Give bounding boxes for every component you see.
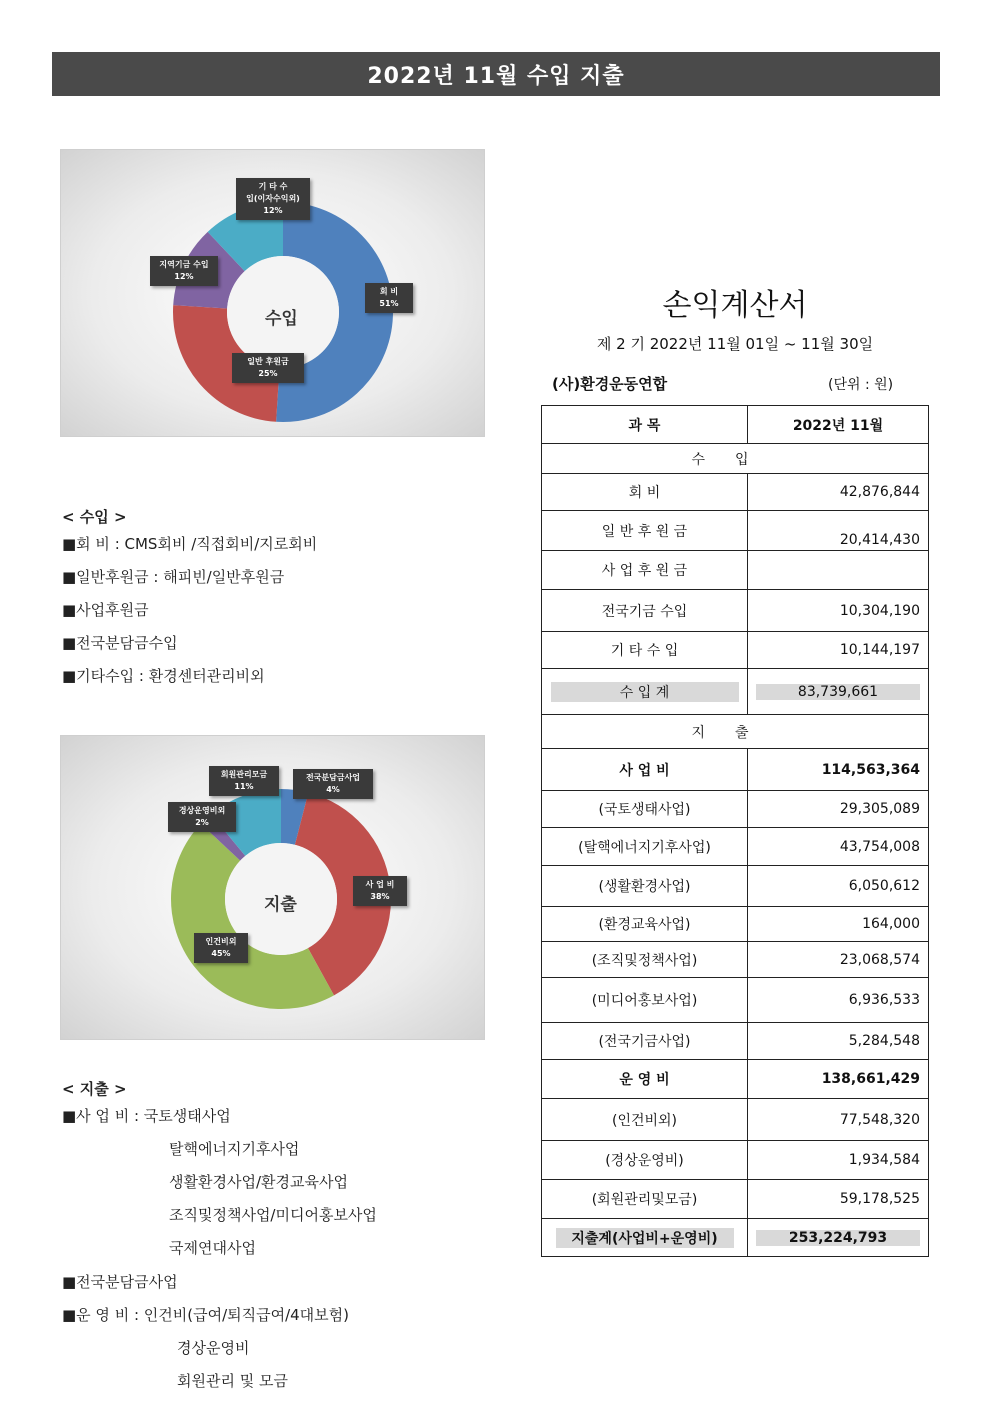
expense-label-national-line1: 전국분담금사업 (305, 773, 361, 782)
table-row (542, 511, 929, 551)
row-label: 사 업 비 (542, 749, 748, 791)
header-item: 과 목 (542, 406, 748, 444)
income-note-line: ■회 비 : CMS회비 /직접회비/지로회비 (62, 535, 318, 553)
row-label: 전국기금 수입 (542, 590, 748, 632)
row-label: 사 업 후 원 금 (542, 551, 748, 590)
row-value: 77,548,320 (748, 1099, 929, 1141)
income-donut-chart (60, 149, 485, 437)
table-row (542, 474, 929, 511)
expense-note-line: 탈핵에너지기후사업 (169, 1140, 300, 1158)
statement-period: 제 2 기 2022년 11월 01일 ~ 11월 30일 (596, 335, 874, 353)
row-value: 10,144,197 (748, 632, 929, 669)
income-notes-heading: < 수입 > (62, 508, 127, 526)
income-label-general-pct: 25% (258, 369, 278, 378)
expense-note-line: 생활환경사업/환경교육사업 (169, 1173, 348, 1191)
row-value: 164,000 (748, 907, 929, 942)
section-row (542, 444, 929, 474)
row-label: (환경교육사업) (542, 907, 748, 942)
expense-donut-chart (60, 735, 485, 1040)
row-label: (생활환경사업) (542, 866, 748, 907)
expense-center-label: 지출 (264, 895, 297, 915)
operating-total-row (542, 1060, 929, 1099)
statement-title: 손익계산서 (662, 288, 808, 323)
income-note-line: ■사업후원금 (62, 601, 149, 619)
expense-note-line: 조직및정책사업/미디어홍보사업 (169, 1206, 377, 1224)
income-label-dues-line1: 회 비 (379, 287, 399, 296)
income-label-other-pct: 12% (263, 206, 283, 215)
income-note-line: ■전국분담금수입 (62, 634, 178, 652)
row-value: 29,305,089 (748, 791, 929, 828)
expense-label-membership-pct: 11% (234, 782, 254, 791)
expense-label-personnel (194, 933, 248, 963)
expense-total-row (542, 1219, 929, 1257)
table-row (542, 1023, 929, 1060)
row-value: 6,050,612 (748, 866, 929, 907)
expense-label-personnel-pct: 45% (211, 949, 231, 958)
page-banner (52, 52, 940, 96)
income-note-line: ■일반후원금 : 해피빈/일반후원금 (62, 568, 285, 586)
expense-note-line: 회원관리 및 모금 (177, 1372, 288, 1390)
income-note-line: ■기타수입 : 환경센터관리비외 (62, 667, 265, 685)
row-value: 42,876,844 (748, 474, 929, 511)
expense-section-label: 지출 (542, 715, 929, 749)
table-row (542, 978, 929, 1023)
table-row (542, 866, 929, 907)
business-total-row (542, 749, 929, 791)
row-label: (전국기금사업) (542, 1023, 748, 1060)
expense-label-operating (168, 802, 236, 832)
statement-unit: (단위 : 원) (828, 377, 894, 393)
row-label: (미디어홍보사업) (542, 978, 748, 1023)
income-label-regional-line1: 지역기금 수입 (159, 260, 209, 269)
row-value: 138,661,429 (748, 1060, 929, 1099)
income-label-general-line1: 일반 후원금 (247, 357, 289, 366)
row-label: (인건비외) (542, 1099, 748, 1141)
income-total-value: 83,739,661 (756, 684, 920, 700)
income-label-other-line1: 기 타 수 (258, 182, 288, 191)
expense-label-business-pct: 38% (370, 892, 390, 901)
row-label: 운 영 비 (542, 1060, 748, 1099)
table-header-row (542, 406, 929, 444)
table-row (542, 551, 929, 590)
table-row (542, 590, 929, 632)
expense-label-membership-line1: 회원관리모금 (220, 770, 268, 779)
table-row (542, 828, 929, 866)
income-label-regional-pct: 12% (174, 272, 194, 281)
row-value: 6,936,533 (748, 978, 929, 1023)
income-label-dues (365, 283, 413, 313)
expense-label-business (353, 876, 407, 906)
income-total-label: 수 입 계 (551, 682, 739, 702)
expense-note-line: ■전국분담금사업 (62, 1273, 178, 1291)
income-section-label: 수입 (542, 444, 929, 474)
expense-label-national (293, 769, 373, 799)
expense-label-membership (209, 766, 279, 796)
row-label: (국토생태사업) (542, 791, 748, 828)
table-row (542, 907, 929, 942)
expense-total-label: 지출계(사업비+운영비) (556, 1228, 734, 1248)
row-label: 일 반 후 원 금 (542, 511, 748, 551)
table-row (542, 1141, 929, 1180)
expense-label-business-line1: 사 업 비 (365, 880, 395, 889)
section-row (542, 715, 929, 749)
income-label-other-line2: 입(이자수익외) (246, 194, 300, 203)
row-value: 1,934,584 (748, 1141, 929, 1180)
expense-label-national-pct: 4% (326, 785, 340, 794)
expense-note-line: ■운 영 비 : 인건비(급여/퇴직급여/4대보험) (62, 1306, 350, 1324)
income-center-label: 수입 (265, 309, 298, 329)
row-value: 20,414,430 (748, 511, 929, 551)
row-label: (탈핵에너지기후사업) (542, 828, 748, 866)
table-row (542, 942, 929, 978)
income-label-general (232, 353, 304, 383)
row-value: 59,178,525 (748, 1180, 929, 1219)
row-value: 23,068,574 (748, 942, 929, 978)
row-value (748, 551, 929, 590)
row-value: 43,754,008 (748, 828, 929, 866)
income-statement-table (541, 405, 929, 1257)
table-row (542, 791, 929, 828)
row-label: (조직및정책사업) (542, 942, 748, 978)
table-row (542, 632, 929, 669)
row-value: 5,284,548 (748, 1023, 929, 1060)
expense-label-operating-line1: 경상운영비외 (178, 806, 226, 815)
expense-notes-heading: < 지출 > (62, 1080, 127, 1098)
expense-note-line: 국제연대사업 (169, 1239, 256, 1257)
income-total-row (542, 669, 929, 715)
income-label-regional (150, 256, 218, 286)
row-value: 10,304,190 (748, 590, 929, 632)
expense-label-personnel-line1: 인건비외 (205, 937, 237, 946)
statement-org: (사)환경운동연합 (552, 375, 668, 393)
expense-note-line: 경상운영비 (177, 1339, 250, 1357)
income-label-other (236, 178, 310, 220)
row-label: 회 비 (542, 474, 748, 511)
income-label-dues-pct: 51% (379, 299, 399, 308)
expense-label-operating-pct: 2% (195, 818, 209, 827)
table-row (542, 1180, 929, 1219)
row-label: (경상운영비) (542, 1141, 748, 1180)
row-label: (회원관리및모금) (542, 1180, 748, 1219)
row-label: 기 타 수 입 (542, 632, 748, 669)
table-row (542, 1099, 929, 1141)
expense-total-value: 253,224,793 (756, 1230, 920, 1246)
expense-note-line: ■사 업 비 : 국토생태사업 (62, 1107, 231, 1125)
page-title: 2022년 11월 수입 지출 (367, 63, 625, 89)
row-value: 114,563,364 (748, 749, 929, 791)
header-period: 2022년 11월 (748, 406, 929, 444)
